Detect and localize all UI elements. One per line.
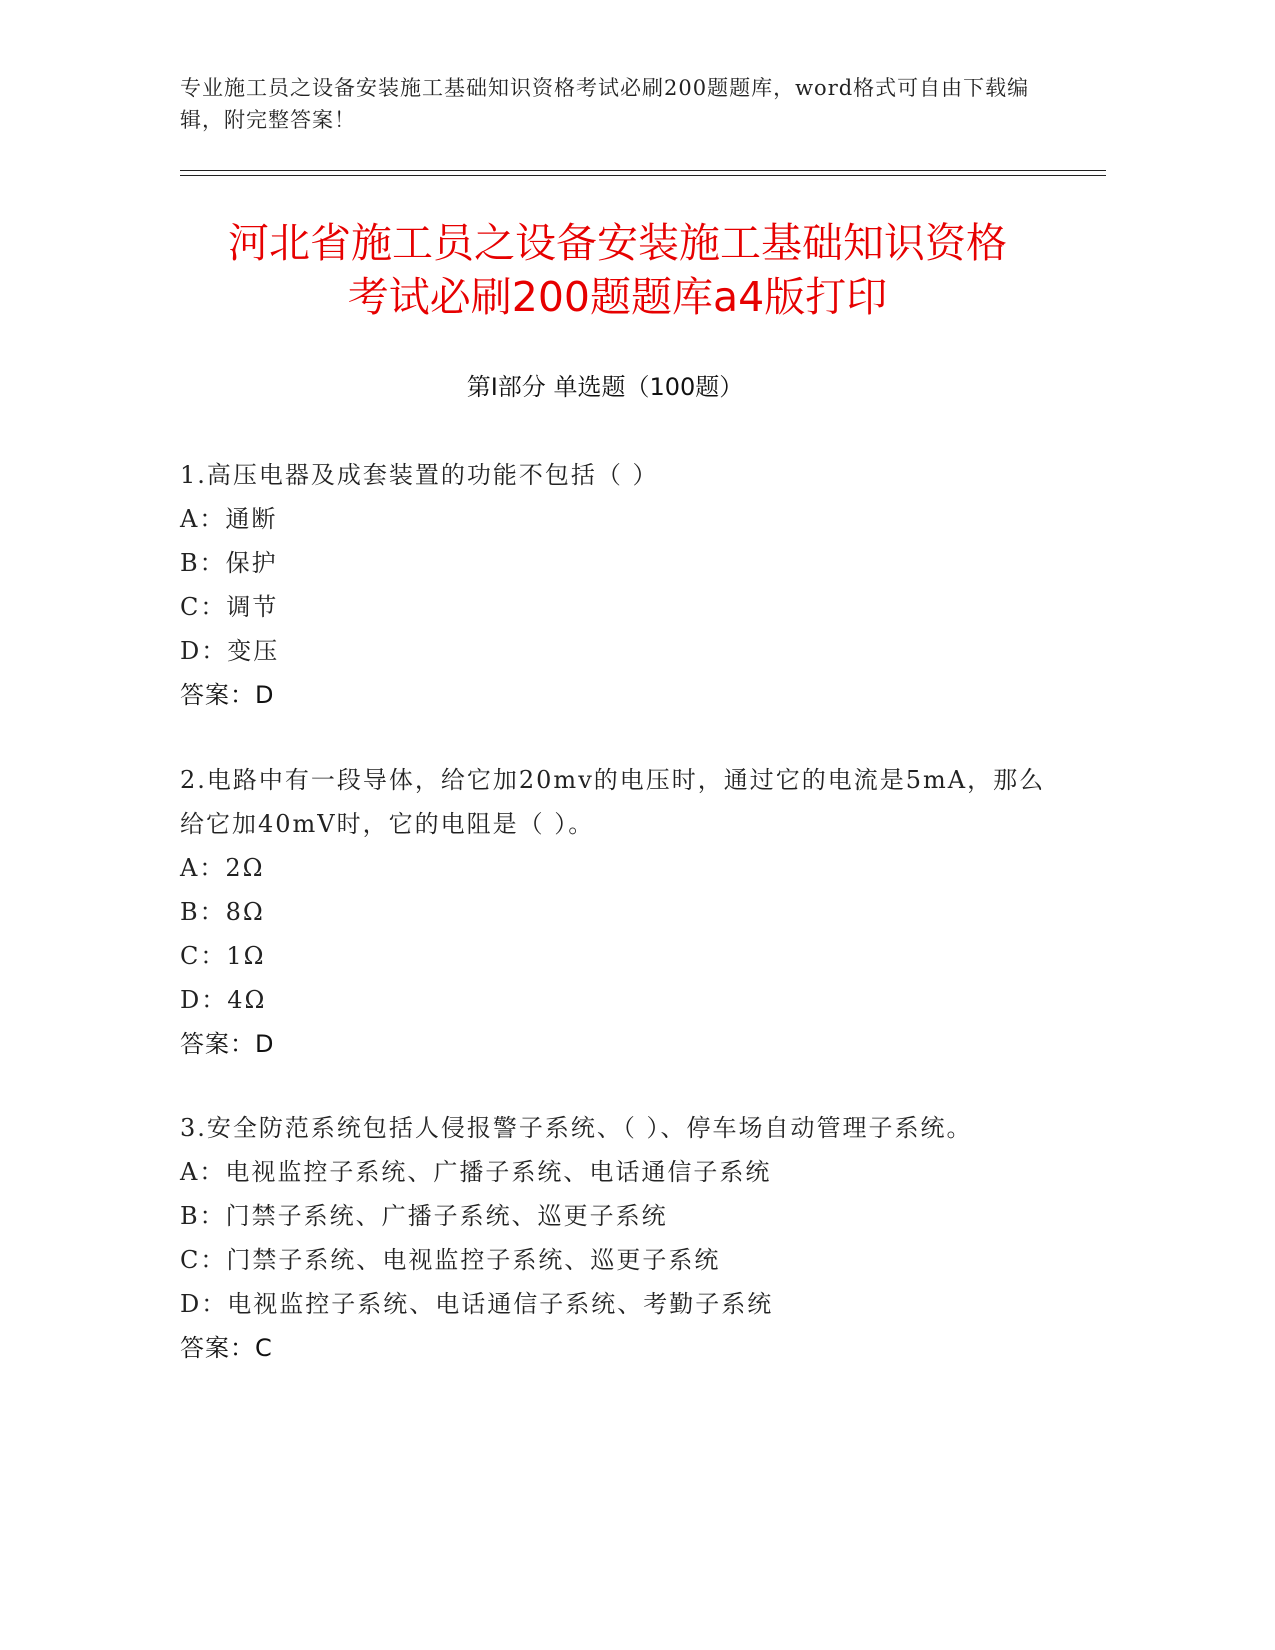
header-divider-bottom (180, 175, 1106, 176)
answer-line: 答案：D (180, 681, 275, 709)
option-d: D：电视监控子系统、电话通信子系统、考勤子系统 (180, 1290, 774, 1318)
document-title-line2: 考试必刷200题题库a4版打印 (347, 273, 888, 321)
question-block (180, 1106, 1060, 1370)
section-heading: 第Ⅰ部分 单选题（100题） (466, 373, 744, 401)
option-b: B：8Ω (180, 898, 265, 926)
option-c: C：调节 (180, 593, 279, 621)
question-stem: 3.安全防范系统包括人侵报警子系统、（ ）、停车场自动管理子系统。 (180, 1114, 973, 1142)
question-stem: 1.高压电器及成套装置的功能不包括（ ） (180, 461, 659, 489)
header-note: 专业施工员之设备安装施工基础知识资格考试必刷200题题库，word格式可自由下载编辑，附完整答案！ (180, 76, 1030, 132)
option-c: C：1Ω (180, 942, 266, 970)
question-block (180, 453, 1060, 717)
answer-line: 答案：D (180, 1030, 275, 1058)
option-a: A：电视监控子系统、广播子系统、电话通信子系统 (180, 1158, 772, 1186)
option-b: B：保护 (180, 549, 278, 577)
option-d: D：4Ω (180, 986, 267, 1014)
option-d: D：变压 (180, 637, 280, 665)
option-a: A：2Ω (180, 854, 265, 882)
header-divider-top (180, 170, 1106, 171)
question-block (180, 758, 1060, 1066)
option-c: C：门禁子系统、电视监控子系统、巡更子系统 (180, 1246, 721, 1274)
document-title-line1: 河北省施工员之设备安装施工基础知识资格 (228, 219, 1007, 267)
option-b: B：门禁子系统、广播子系统、巡更子系统 (180, 1202, 668, 1230)
answer-line: 答案：C (180, 1334, 273, 1362)
question-stem: 2.电路中有一段导体，给它加20mv的电压时，通过它的电流是5mA，那么给它加40mV时，它的电阻是（ ）。 (180, 766, 1046, 838)
option-a: A：通断 (180, 505, 278, 533)
document-title (150, 216, 1085, 324)
